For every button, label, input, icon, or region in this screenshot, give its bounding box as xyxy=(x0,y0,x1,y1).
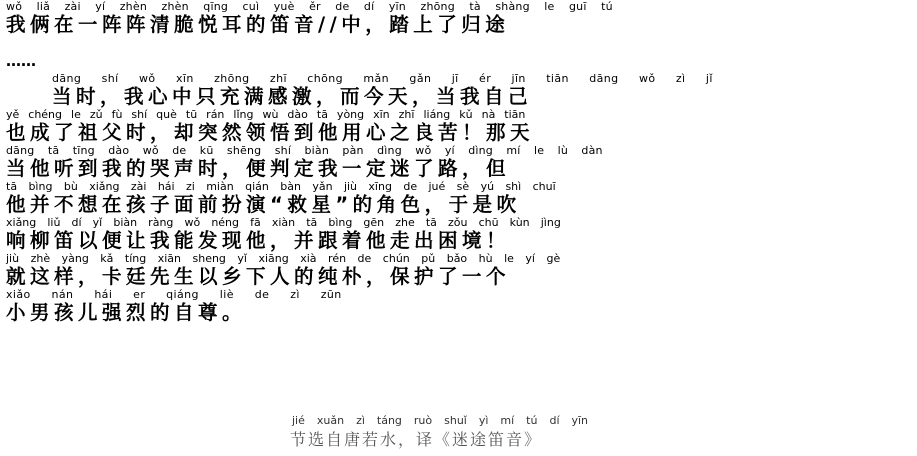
pinyin-row: yě chéng le zǔ fù shí què tū rán lǐng wù dào tā yòng xīn zhī liáng kǔ nà tiān xyxy=(6,108,526,121)
hanzi-row: 也成了祖父时，却突然领悟到他用心之良苦！那天 xyxy=(6,121,535,144)
text-line-4 xyxy=(0,108,625,144)
source-pinyin: jié xuǎn zì táng ruò shuǐ yì mí tú dí yīn xyxy=(292,414,589,427)
pinyin-row: xiǎo nán hái er qiáng liè de zì zūn xyxy=(6,288,342,301)
hanzi-row: 他并不想在孩子面前扮演“救星”的角色，于是吹 xyxy=(6,193,521,216)
pinyin-row: xiǎng liǔ dí yǐ biàn ràng wǒ néng fā xiàn tā bìng gēn zhe tā zǒu chū kùn jìng xyxy=(6,216,561,229)
pinyin-row: wǒ liǎ zài yí zhèn zhèn qīng cuì yuè ěr de dí yīn zhōng tà shàng le guī tú xyxy=(6,0,613,13)
text-line-6 xyxy=(0,180,625,216)
hanzi-row: 当他听到我的哭声时，便判定我一定迷了路，但 xyxy=(6,157,511,180)
hanzi-row: 我俩在一阵阵清脆悦耳的笛音//中，踏上了归途 xyxy=(6,13,510,36)
text-line-3 xyxy=(0,72,713,108)
pinyin-row: dāng tā tīng dào wǒ de kū shēng shí biàn pàn dìng wǒ yí dìng mí le lù dàn xyxy=(6,144,603,157)
pinyin-row xyxy=(6,36,631,49)
text-line-2 xyxy=(0,36,625,72)
text-line-8 xyxy=(0,252,625,288)
hanzi-row: 小男孩儿强烈的自尊。 xyxy=(6,301,247,324)
hanzi-row: 就这样，卡廷先生以乡下人的纯朴，保护了一个 xyxy=(6,265,511,288)
ellipsis-row: …… xyxy=(6,52,36,70)
pinyin-row: tā bìng bù xiǎng zài hái zi miàn qián bàn yǎn jiù xīng de jué sè yú shì chuī xyxy=(6,180,556,193)
text-line-5 xyxy=(0,144,625,180)
hanzi-row: 响柳笛以便让我能发现他，并跟着他走出困境！ xyxy=(6,229,511,252)
pinyin-row: dāng shí wǒ xīn zhōng zhī chōng mǎn gǎn jī ér jīn tiān dāng wǒ zì jǐ xyxy=(52,72,713,85)
pinyin-row: jiù zhè yàng kǎ tíng xiān sheng yǐ xiāng xià rén de chún pǔ bǎo hù le yí gè xyxy=(6,252,561,265)
source-citation xyxy=(0,414,625,450)
text-line-7 xyxy=(0,216,625,252)
text-line-1 xyxy=(0,0,625,36)
hanzi-row: 当时，我心中只充满感激，而今天，当我自己 xyxy=(52,85,533,108)
source-text: 节选自唐若水，译《迷途笛音》 xyxy=(290,430,543,449)
text-line-9 xyxy=(0,288,625,324)
